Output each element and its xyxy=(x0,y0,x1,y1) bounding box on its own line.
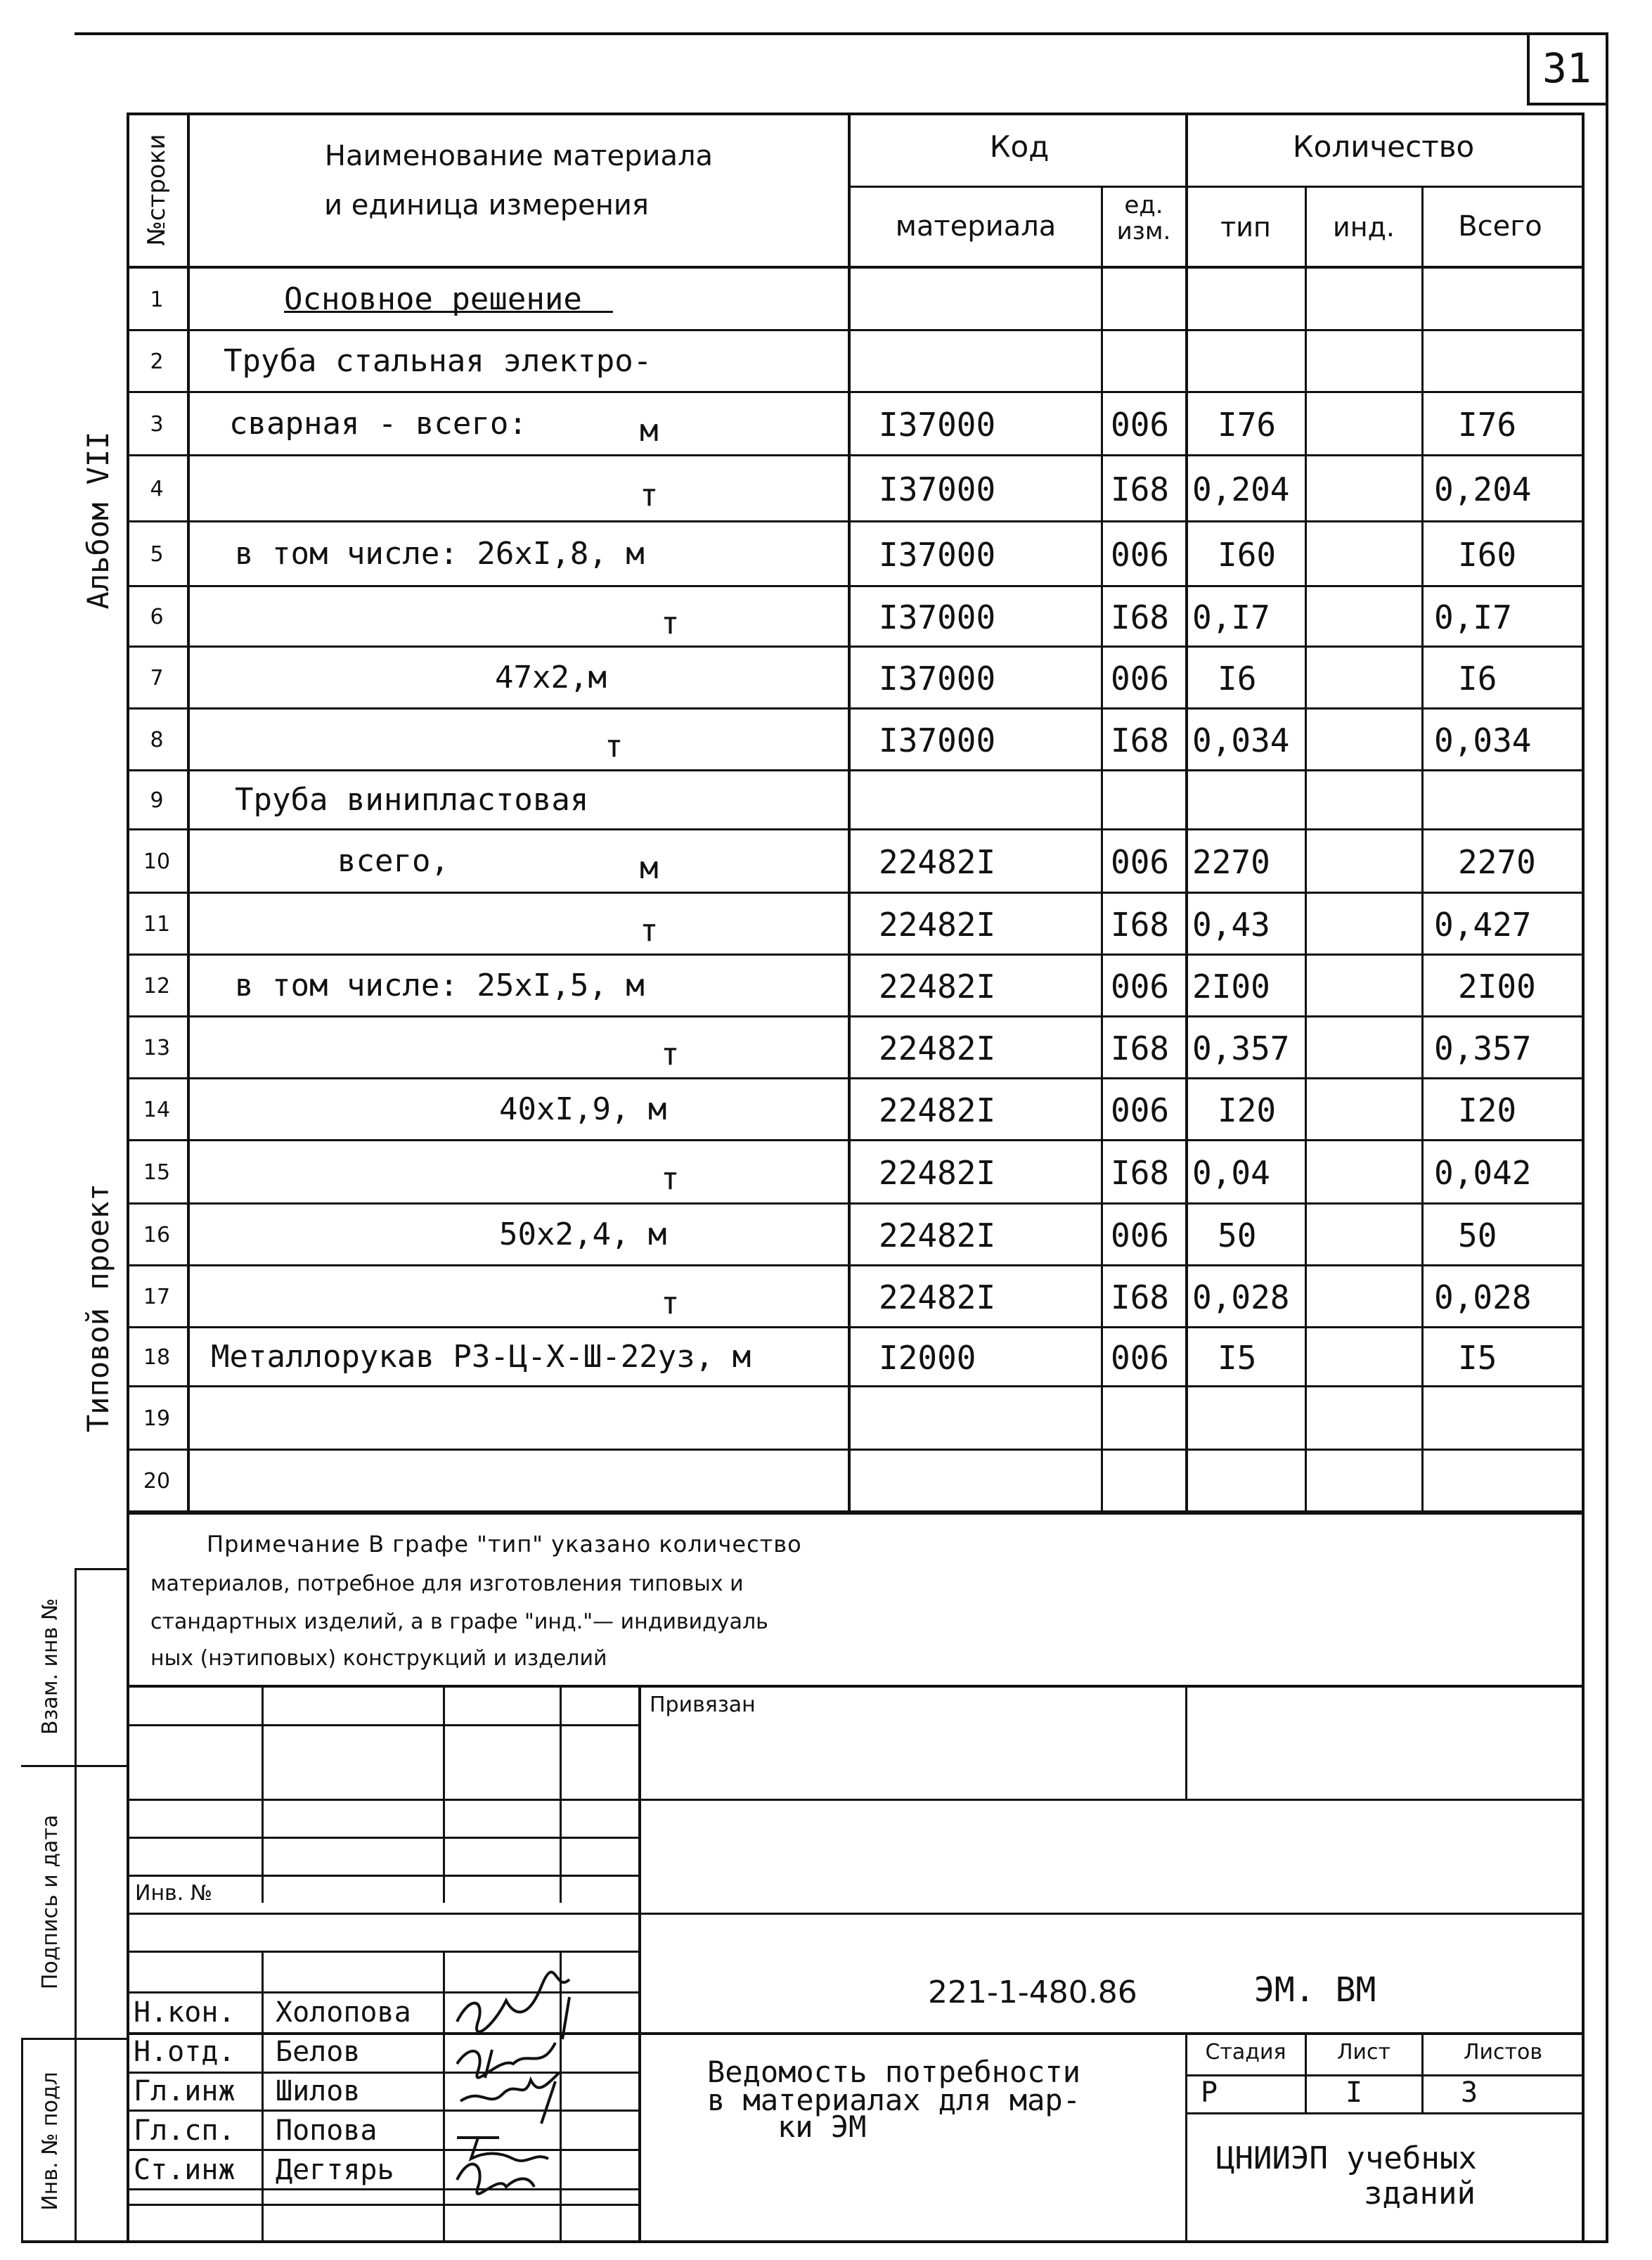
signer-role: Гл.инж xyxy=(134,2075,235,2107)
row-number: 5 xyxy=(150,542,164,567)
row-number: 16 xyxy=(143,1223,171,1247)
row-number: 20 xyxy=(143,1469,171,1494)
row-number: 14 xyxy=(143,1098,171,1122)
row-typ-qty: 50 xyxy=(1218,1216,1257,1254)
row-typ-qty: I20 xyxy=(1218,1091,1277,1129)
privyazan-label: Привязан xyxy=(650,1693,756,1717)
row-material-code: 22482I xyxy=(879,968,996,1006)
row-typ-qty: 0,034 xyxy=(1192,721,1290,759)
row-total-qty: 0,427 xyxy=(1434,906,1532,944)
row-material-code: I37000 xyxy=(879,598,996,636)
row-typ-qty: 0,028 xyxy=(1192,1278,1290,1316)
row-unit-code: I68 xyxy=(1111,1154,1170,1192)
row-material-code: 22482I xyxy=(879,906,996,944)
header-quantity: Количество xyxy=(1292,129,1475,164)
side-label-album: Альбом VII xyxy=(81,431,115,610)
row-total-qty: I76 xyxy=(1458,406,1517,444)
note-line-4: ных (нэтиповых) конструкций и изделий xyxy=(150,1646,607,1671)
row-name: Труба винипластовая xyxy=(235,782,589,818)
row-unit-code: I68 xyxy=(1111,1029,1170,1067)
row-total-qty: I60 xyxy=(1458,536,1517,574)
row-total-qty: I6 xyxy=(1458,660,1497,698)
row-number: 7 xyxy=(150,666,164,691)
row-typ-qty: 2I00 xyxy=(1192,968,1270,1006)
signer-name: Белов xyxy=(276,2036,361,2068)
note-line-1: Примечание В графе "тип" указано количество xyxy=(207,1531,802,1558)
row-total-qty: 2270 xyxy=(1458,843,1536,881)
side-label-inv-podl: Инв. № подл xyxy=(38,2072,63,2211)
row-name: 50х2,4, м xyxy=(499,1216,667,1252)
row-unit-code: 006 xyxy=(1111,536,1170,574)
row-name: в том числе: 26хI,8, м xyxy=(235,536,645,572)
note-line-2: материалов, потребное для изготовления типовых и xyxy=(150,1572,744,1596)
sheets-value: 3 xyxy=(1460,2076,1478,2109)
row-unit-letter: т xyxy=(640,913,659,949)
row-name: всего, xyxy=(337,843,449,879)
row-total-qty: I20 xyxy=(1458,1091,1517,1129)
row-unit-code: 006 xyxy=(1111,968,1170,1006)
signer-name: Холопова xyxy=(276,1996,411,2029)
signer-role: Ст.инж xyxy=(134,2154,235,2186)
header-name-line1: Наименование материала xyxy=(324,140,714,172)
row-unit-code: 006 xyxy=(1111,406,1170,444)
signer-name: Шилов xyxy=(276,2075,361,2107)
row-number: 6 xyxy=(150,605,164,629)
row-unit-letter: м xyxy=(640,850,659,886)
document-mark: ЭМ. ВМ xyxy=(1254,1970,1376,2010)
row-unit-letter: т xyxy=(605,728,624,764)
header-total: Всего xyxy=(1458,210,1542,243)
row-total-qty: 2I00 xyxy=(1458,968,1536,1006)
row-unit-letter: т xyxy=(640,477,659,513)
document-title-line3: ки ЭМ xyxy=(777,2110,867,2144)
row-unit-code: I68 xyxy=(1111,906,1170,944)
row-unit-code: I68 xyxy=(1111,721,1170,759)
row-typ-qty: I76 xyxy=(1218,406,1277,444)
stage-value: Р xyxy=(1200,2076,1218,2109)
signer-role: Гл.сп. xyxy=(134,2114,235,2147)
row-name: Труба стальная электро- xyxy=(224,343,652,379)
row-number: 12 xyxy=(143,974,171,999)
row-name: в том числе: 25хI,5, м xyxy=(235,968,645,1003)
row-typ-qty: I5 xyxy=(1218,1339,1257,1377)
row-unit-code: 006 xyxy=(1111,1339,1170,1377)
row-typ-qty: I6 xyxy=(1218,660,1257,698)
row-unit-code: 006 xyxy=(1111,1216,1170,1254)
row-unit-code: I68 xyxy=(1111,598,1170,636)
row-total-qty: 0,204 xyxy=(1434,470,1532,508)
row-unit-letter: т xyxy=(661,1285,680,1321)
row-material-code: 22482I xyxy=(879,1154,996,1192)
row-unit-code: 006 xyxy=(1111,1091,1170,1129)
row-number: 13 xyxy=(143,1036,171,1060)
row-unit-code: 006 xyxy=(1111,660,1170,698)
header-typ: тип xyxy=(1220,212,1271,243)
row-typ-qty: I60 xyxy=(1218,536,1277,574)
row-number: 10 xyxy=(143,849,171,874)
note-line-3: стандартных изделий, а в графе "инд."— индивидуаль xyxy=(150,1610,768,1634)
row-number: 1 xyxy=(150,288,164,312)
row-material-code: 22482I xyxy=(879,1216,996,1254)
document-code: 221-1-480.86 xyxy=(928,1975,1137,2010)
row-total-qty: 0,042 xyxy=(1434,1154,1532,1192)
row-name: 40хI,9, м xyxy=(499,1091,667,1127)
side-label-podpis-data: Подпись и дата xyxy=(38,1814,63,1990)
header-row-no: №строки xyxy=(143,134,171,246)
row-material-code: 22482I xyxy=(879,1091,996,1129)
row-unit-code: I68 xyxy=(1111,1278,1170,1316)
organization-line2: зданий xyxy=(1364,2176,1476,2211)
row-material-code: I37000 xyxy=(879,406,996,444)
row-number: 18 xyxy=(143,1345,171,1370)
row-total-qty: 0,357 xyxy=(1434,1029,1532,1067)
row-unit-letter: м xyxy=(640,413,659,449)
row-material-code: 22482I xyxy=(879,1029,996,1067)
row-unit-letter: т xyxy=(661,605,680,641)
row-number: 8 xyxy=(150,728,164,752)
row-number: 4 xyxy=(150,477,164,501)
row-material-code: I37000 xyxy=(879,536,996,574)
row-name: Основное решение xyxy=(284,281,582,317)
row-unit-letter: т xyxy=(661,1036,680,1072)
inv-no-label: Инв. № xyxy=(135,1881,213,1906)
stage-label: Стадия xyxy=(1205,2040,1286,2065)
row-number: 9 xyxy=(150,788,164,813)
row-total-qty: 50 xyxy=(1458,1216,1497,1254)
header-name-line2: и единица измерения xyxy=(324,189,649,221)
document-title-line2: в материалах для мар- xyxy=(707,2083,1081,2117)
row-typ-qty: 2270 xyxy=(1192,843,1270,881)
sheet-number: 31 xyxy=(1542,44,1592,92)
organization-line1: ЦНИИЭП учебных xyxy=(1216,2140,1477,2176)
side-label-vzam-inv: Взам. инв № xyxy=(38,1598,63,1735)
row-name: сварная - всего: xyxy=(229,406,527,442)
row-typ-qty: 0,204 xyxy=(1192,470,1290,508)
side-label-typical-project: Типовой проект xyxy=(81,1183,115,1433)
row-typ-qty: 0,04 xyxy=(1192,1154,1270,1192)
row-material-code: I37000 xyxy=(879,721,996,759)
sheet-label: Лист xyxy=(1336,2040,1391,2065)
row-typ-qty: 0,43 xyxy=(1192,906,1270,944)
row-material-code: I37000 xyxy=(879,660,996,698)
header-code: Код xyxy=(989,129,1050,164)
row-number: 15 xyxy=(143,1160,171,1185)
row-unit-code: I68 xyxy=(1111,470,1170,508)
row-unit-code: 006 xyxy=(1111,843,1170,881)
row-material-code: I37000 xyxy=(879,470,996,508)
row-total-qty: 0,I7 xyxy=(1434,598,1512,636)
row-number: 2 xyxy=(150,349,164,374)
signer-name: Попова xyxy=(276,2114,377,2147)
row-number: 11 xyxy=(143,912,171,937)
sheets-label: Листов xyxy=(1463,2040,1543,2065)
row-total-qty: 0,028 xyxy=(1434,1278,1532,1316)
row-number: 19 xyxy=(143,1406,171,1431)
signer-role: Н.кон. xyxy=(134,1996,235,2029)
signer-role: Н.отд. xyxy=(134,2036,235,2068)
row-name: 47х2,м xyxy=(495,660,607,695)
document-title-line1: Ведомость потребности xyxy=(707,2055,1081,2089)
row-total-qty: I5 xyxy=(1458,1339,1497,1377)
row-total-qty: 0,034 xyxy=(1434,721,1532,759)
header-ind: инд. xyxy=(1333,212,1395,243)
sheet-value: I xyxy=(1345,2076,1363,2109)
row-typ-qty: 0,357 xyxy=(1192,1029,1290,1067)
header-unit: ед. изм. xyxy=(1116,191,1171,246)
row-typ-qty: 0,I7 xyxy=(1192,598,1270,636)
row-unit-letter: т xyxy=(661,1161,680,1197)
row-number: 17 xyxy=(143,1285,171,1309)
row-material-code: I2000 xyxy=(879,1339,976,1377)
signer-name: Дегтярь xyxy=(276,2154,394,2186)
row-number: 3 xyxy=(150,412,164,437)
row-name: Металлорукав РЗ-Ц-Х-Ш-22уз, м xyxy=(211,1339,751,1375)
row-material-code: 22482I xyxy=(879,1278,996,1316)
row-material-code: 22482I xyxy=(879,843,996,881)
header-material: материала xyxy=(895,210,1057,243)
